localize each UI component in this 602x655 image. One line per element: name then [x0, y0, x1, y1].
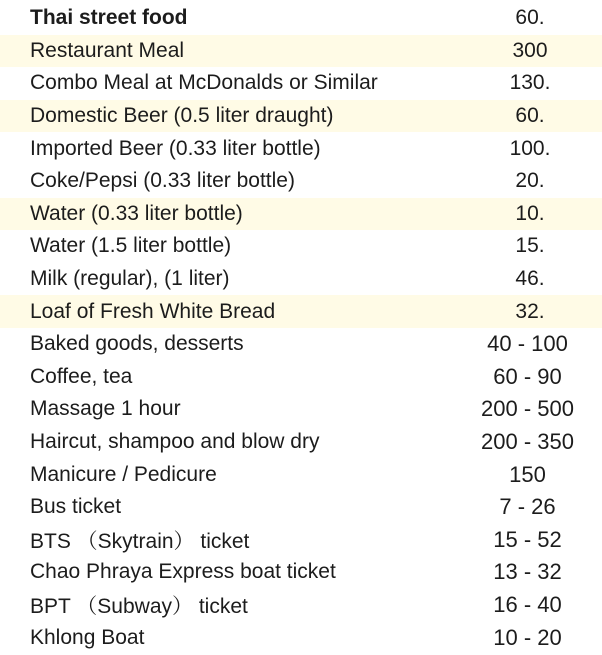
item-price: 10. — [515, 201, 545, 225]
item-name: Baked goods, desserts — [30, 332, 244, 356]
price-row — [0, 263, 602, 296]
item-name: Loaf of Fresh White Bread — [30, 299, 276, 323]
item-name: Imported Beer (0.33 liter bottle) — [30, 136, 321, 160]
price-row — [0, 556, 602, 589]
price-row — [0, 2, 602, 35]
price-row — [0, 393, 602, 426]
item-price: 60 - 90 — [493, 363, 562, 389]
item-price: 32. — [515, 299, 545, 323]
item-price: 46. — [515, 267, 545, 291]
item-price: 150 — [509, 461, 546, 487]
item-price: 10 - 20 — [493, 624, 562, 650]
price-row — [0, 100, 602, 133]
item-name: Thai street food — [30, 6, 188, 30]
item-price: 130. — [509, 71, 551, 95]
item-name: Haircut, shampoo and blow dry — [30, 430, 320, 454]
price-row — [0, 35, 602, 68]
price-row — [0, 67, 602, 100]
price-list-block-services — [0, 328, 602, 654]
item-price: 16 - 40 — [493, 591, 562, 617]
price-row — [0, 295, 602, 328]
item-price: 40 - 100 — [487, 331, 568, 357]
item-name: Coffee, tea — [30, 364, 133, 388]
price-row — [0, 328, 602, 361]
price-row — [0, 198, 602, 231]
price-row — [0, 426, 602, 459]
item-name: Chao Phraya Express boat ticket — [30, 560, 336, 584]
price-row — [0, 589, 602, 622]
item-name: Water (0.33 liter bottle) — [30, 201, 243, 225]
item-name: Bus ticket — [30, 495, 122, 519]
price-row — [0, 524, 602, 557]
price-row — [0, 621, 602, 654]
item-price: 15. — [515, 234, 545, 258]
item-price: 60. — [515, 104, 545, 128]
price-row — [0, 361, 602, 394]
price-row — [0, 132, 602, 165]
item-name: Khlong Boat — [30, 625, 145, 649]
item-name: BTS （Skytrain） ticket — [30, 529, 250, 553]
item-name: Massage 1 hour — [30, 397, 181, 421]
price-row — [0, 165, 602, 198]
item-price: 7 - 26 — [499, 494, 556, 520]
item-price: 200 - 350 — [481, 429, 574, 455]
item-price: 100. — [509, 136, 551, 160]
price-row — [0, 230, 602, 263]
price-row — [0, 491, 602, 524]
price-row — [0, 458, 602, 491]
item-price: 300 — [512, 38, 548, 62]
item-name: BPT （Subway） ticket — [30, 594, 248, 618]
item-name: Milk (regular), (1 liter) — [30, 267, 230, 291]
item-price: 200 - 500 — [481, 396, 574, 422]
item-price: 13 - 32 — [493, 559, 562, 585]
item-name: Restaurant Meal — [30, 38, 185, 62]
item-price: 15 - 52 — [493, 526, 562, 552]
item-price: 60. — [515, 6, 545, 30]
item-name: Coke/Pepsi (0.33 liter bottle) — [30, 169, 295, 193]
item-name: Manicure / Pedicure — [30, 462, 217, 486]
item-name: Water (1.5 liter bottle) — [30, 234, 232, 258]
item-name: Combo Meal at McDonalds or Similar — [30, 71, 378, 95]
price-list — [0, 2, 602, 654]
item-name: Domestic Beer (0.5 liter draught) — [30, 104, 334, 128]
item-price: 20. — [515, 169, 545, 193]
price-list-block-food — [0, 2, 602, 328]
